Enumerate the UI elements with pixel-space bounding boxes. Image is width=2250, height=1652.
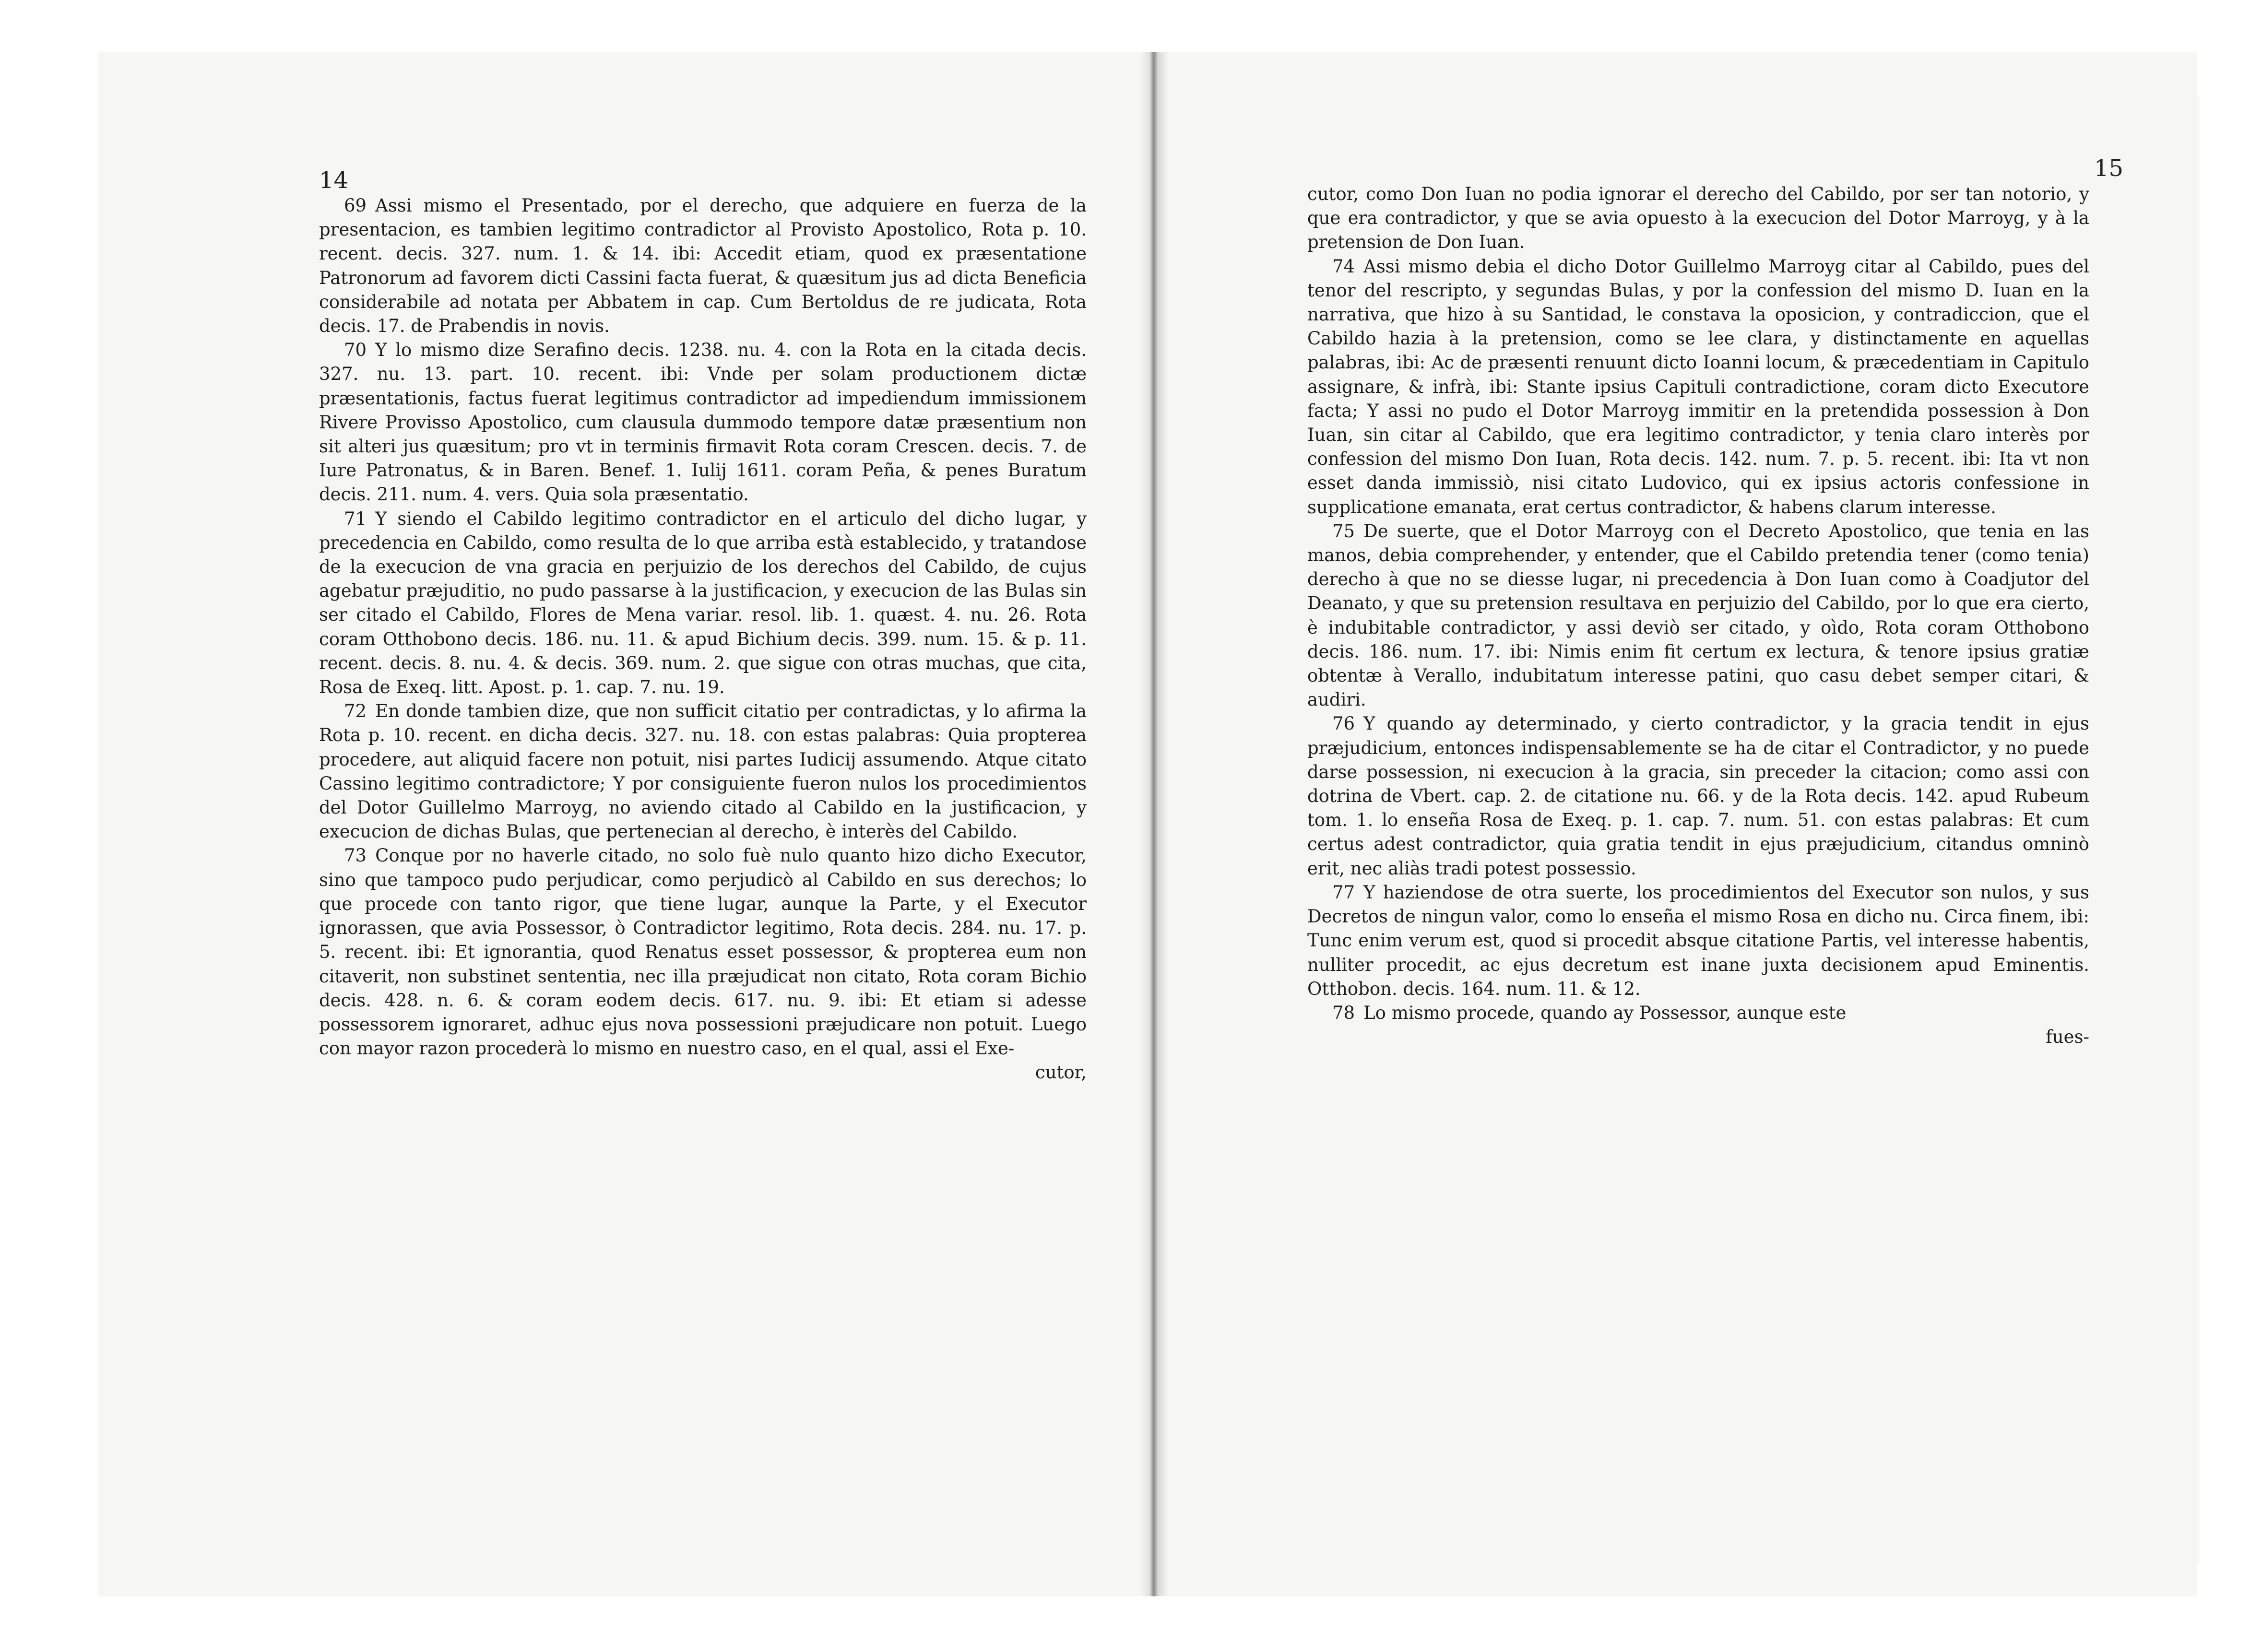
paragraph-text: Assi mismo el Presentado, por el derecho, que adquiere en fuerza de la presentacion, es tambien legitimo contradictor al Provisto Apostolico, Rota p. 10. recent. decis. 327. num. 1. & 14. ibi: Accedit etiam, quod ex præsentatione Patronorum ad favorem dicti Cassini facta fuerat, & quæsitum jus ad dicta Beneficia considerabile ad notata per Abbatem in cap. Cum Bertoldus de re judicata, Rota decis. 17. de Prabendis in novis. [319,195,1087,337]
paragraph-number: 77 [1332,882,1355,903]
paragraph [319,844,1087,1061]
paragraph-text: Y lo mismo dize Serafino decis. 1238. nu. 4. con la Rota en la citada decis. 327. nu. 13. part. 10. recent. ibi: Vnde per solam productionem dictæ præsentationis, factus fuerat legitimus contradictor ad impediendum immissionem Rivere Provisso Apostolico, cum clausula dummodo tempore datæ præsentium non sit alteri jus quæsitum; pro vt in terminis firmavit Rota coram Crescen. decis. 7. de Iure Patronatus, & in Baren. Benef. 1. Iulij 1611. coram Peña, & penes Buratum decis. 211. num. 4. vers. Quia sola præsentatio. [319,340,1087,505]
paragraph-number: 76 [1332,713,1355,734]
paragraph-number: 72 [344,701,367,722]
paragraph-number: 75 [1332,520,1355,542]
paragraph [319,194,1087,338]
paragraph-number: 71 [344,508,367,529]
paragraph-number: 69 [344,195,367,216]
continued-text: cutor, como Don Iuan no podia ignorar el derecho del Cabildo, por ser tan notorio, y que era contradictor, y que se avia opuesto à la execucion del Dotor Marroyg, y à la pretension de Don Iuan. [1307,184,2089,253]
page-number: 15 [2094,155,2124,182]
paragraph [319,507,1087,700]
right-page-text [1307,182,2089,1049]
catchword: cutor, [1035,1062,1087,1083]
paragraph [319,338,1087,507]
paragraph [319,699,1087,844]
right-page [1156,52,2197,1596]
paragraph-text: Y quando ay determinado, y cierto contradictor, y la gracia tendit in ejus præjudicium, entonces indispensablemente se ha de citar el Contradictor, y no puede darse possession, ni execucion à la gracia, sin preceder la citacion; como assi con dotrina de Vbert. cap. 2. de citatione nu. 66. y de la Rota decis. 142. apud Rubeum tom. 1. lo enseña Rosa de Exeq. p. 1. cap. 7. num. 51. con estas palabras: Et cum certus adest contradictor, quia gratia tendit in ejus præjudicium, citandus omninò erit, nec aliàs tradi potest possessio. [1307,713,2089,879]
left-page-text [319,194,1087,1085]
book-gutter [1139,52,1168,1596]
paragraph-text: En donde tambien dize, que non sufficit citatio per contradictas, y lo afirma la Rota p. 10. recent. en dicha decis. 327. nu. 18. con estas palabras: Quia propterea procedere, aut aliquid facere non potuit, nisi partes Iudicij assumendo. Atque citato Cassino legitimo contradictore; Y por consiguiente fueron nulos los procedimientos del Dotor Guillelmo Marroyg, no aviendo citado al Cabildo en la justificacion, y execucion de dichas Bulas, que pertenecian al derecho, è interès del Cabildo. [319,701,1087,842]
paragraph-text: Lo mismo procede, quando ay Possessor, aunque este [1363,1002,1847,1023]
paragraph [1307,255,2089,519]
paragraph [1307,1001,2089,1025]
paragraph-text: Y haziendose de otra suerte, los procedimientos del Executor son nulos, y sus Decretos de ningun valor, como lo enseña el mismo Rosa en dicho nu. Circa finem, ibi: Tunc enim verum est, quod si procedit absque citatione Partis, vel interesse habentis, nulliter procedit, ac ejus decretum est inane juxta decisionem apud Eminentis. Otthobon. decis. 164. num. 11. & 12. [1307,882,2089,999]
paragraph-number: 70 [344,340,367,361]
paragraph [1307,881,2089,1001]
page-number: 14 [319,167,349,194]
paragraph-number: 74 [1332,256,1355,277]
paragraph-text: Conque por no haverle citado, no solo fuè nulo quanto hizo dicho Executor, sino que tampoco pudo perjudicar, como perjudicò al Cabildo en sus derechos; lo que procede con tanto rigor, que tiene lugar, aunque la Parte, y el Executor ignorassen, que avia Possessor, ò Contradictor legitimo, Rota decis. 284. nu. 17. p. 5. recent. ibi: Et ignorantia, quod Renatus esset possessor, & propterea eum non citaverit, non substinet sententia, nec illa præjudicat non citato, Rota coram Bichio decis. 428. n. 6. & coram eodem decis. 617. nu. 9. ibi: Et etiam si adesse possessorem ignoraret, adhuc ejus nova possessioni præjudicare non potuit. Luego con mayor razon procederà lo mismo en nuestro caso, en el qual, assi el Exe- [319,845,1087,1059]
left-page [98,52,1151,1596]
paragraph-number: 73 [344,845,367,866]
paragraph-text: Assi mismo debia el dicho Dotor Guillelmo Marroyg citar al Cabildo, pues del tenor del rescripto, y segundas Bulas, y por la confession del mismo D. Iuan en la narrativa, que hizo à su Santidad, le constava la oposicion, y contradiccion, que el Cabildo hazia à la pretension, como se lee clara, y distinctamente en aquellas palabras, ibi: Ac de præsenti renuunt dicto Ioanni locum, & præcedentiam in Capitulo assignare, & infrà, ibi: Stante ipsius Capituli contradictione, coram dicto Executore facta; Y assi no pudo el Dotor Marroyg immitir en la pretendida possession à Don Iuan, sin citar al Cabildo, que era legitimo contradictor, y tenia claro interès por confession del mismo Don Iuan, Rota decis. 142. num. 7. p. 5. recent. ibi: Ita vt non esset danda immissiò, nisi citato Ludovico, qui ex ipsius actoris confessione in supplicatione emanata, erat certus contradictor, & habens clarum interesse. [1307,256,2089,518]
paragraph-text: De suerte, que el Dotor Marroyg con el Decreto Apostolico, que tenia en las manos, debia comprehender, y entender, que el Cabildo pretendia tener (como tenia) derecho à que no se diesse lugar, ni precedencia à Don Iuan como à Coadjutor del Deanato, y que su pretension resultava en perjuizio del Cabildo, por lo que era cierto, è indubitable contradictor, y assi deviò ser citado, y oìdo, Rota coram Otthobono decis. 186. num. 17. ibi: Nimis enim fit certum ex lectura, & tenore ipsius gratiæ obtentæ à Verallo, indubitatum interesse patini, quo casu debet semper citari, & audiri. [1307,520,2089,710]
paragraph-text: Y siendo el Cabildo legitimo contradictor en el articulo del dicho lugar, y precedencia en Cabildo, como resulta de lo que arriba està establecido, y tratandose de la execucion de vna gracia en perjuizio de los derechos del Cabildo, de cujus agebatur præjuditio, no pudo passarse à la justificacion, y execucion de las Bulas sin ser citado el Cabildo, Flores de Mena variar. resol. lib. 1. quæst. 4. nu. 26. Rota coram Otthobono decis. 186. nu. 11. & apud Bichium decis. 399. num. 15. & p. 11. recent. decis. 8. nu. 4. & decis. 369. num. 2. que sigue con otras muchas, que cita, Rosa de Exeq. litt. Apost. p. 1. cap. 7. nu. 19. [319,508,1087,698]
paragraph-number: 78 [1332,1002,1355,1023]
paragraph [1307,519,2089,712]
paragraph [1307,712,2089,880]
catchword: fues- [2046,1027,2089,1048]
